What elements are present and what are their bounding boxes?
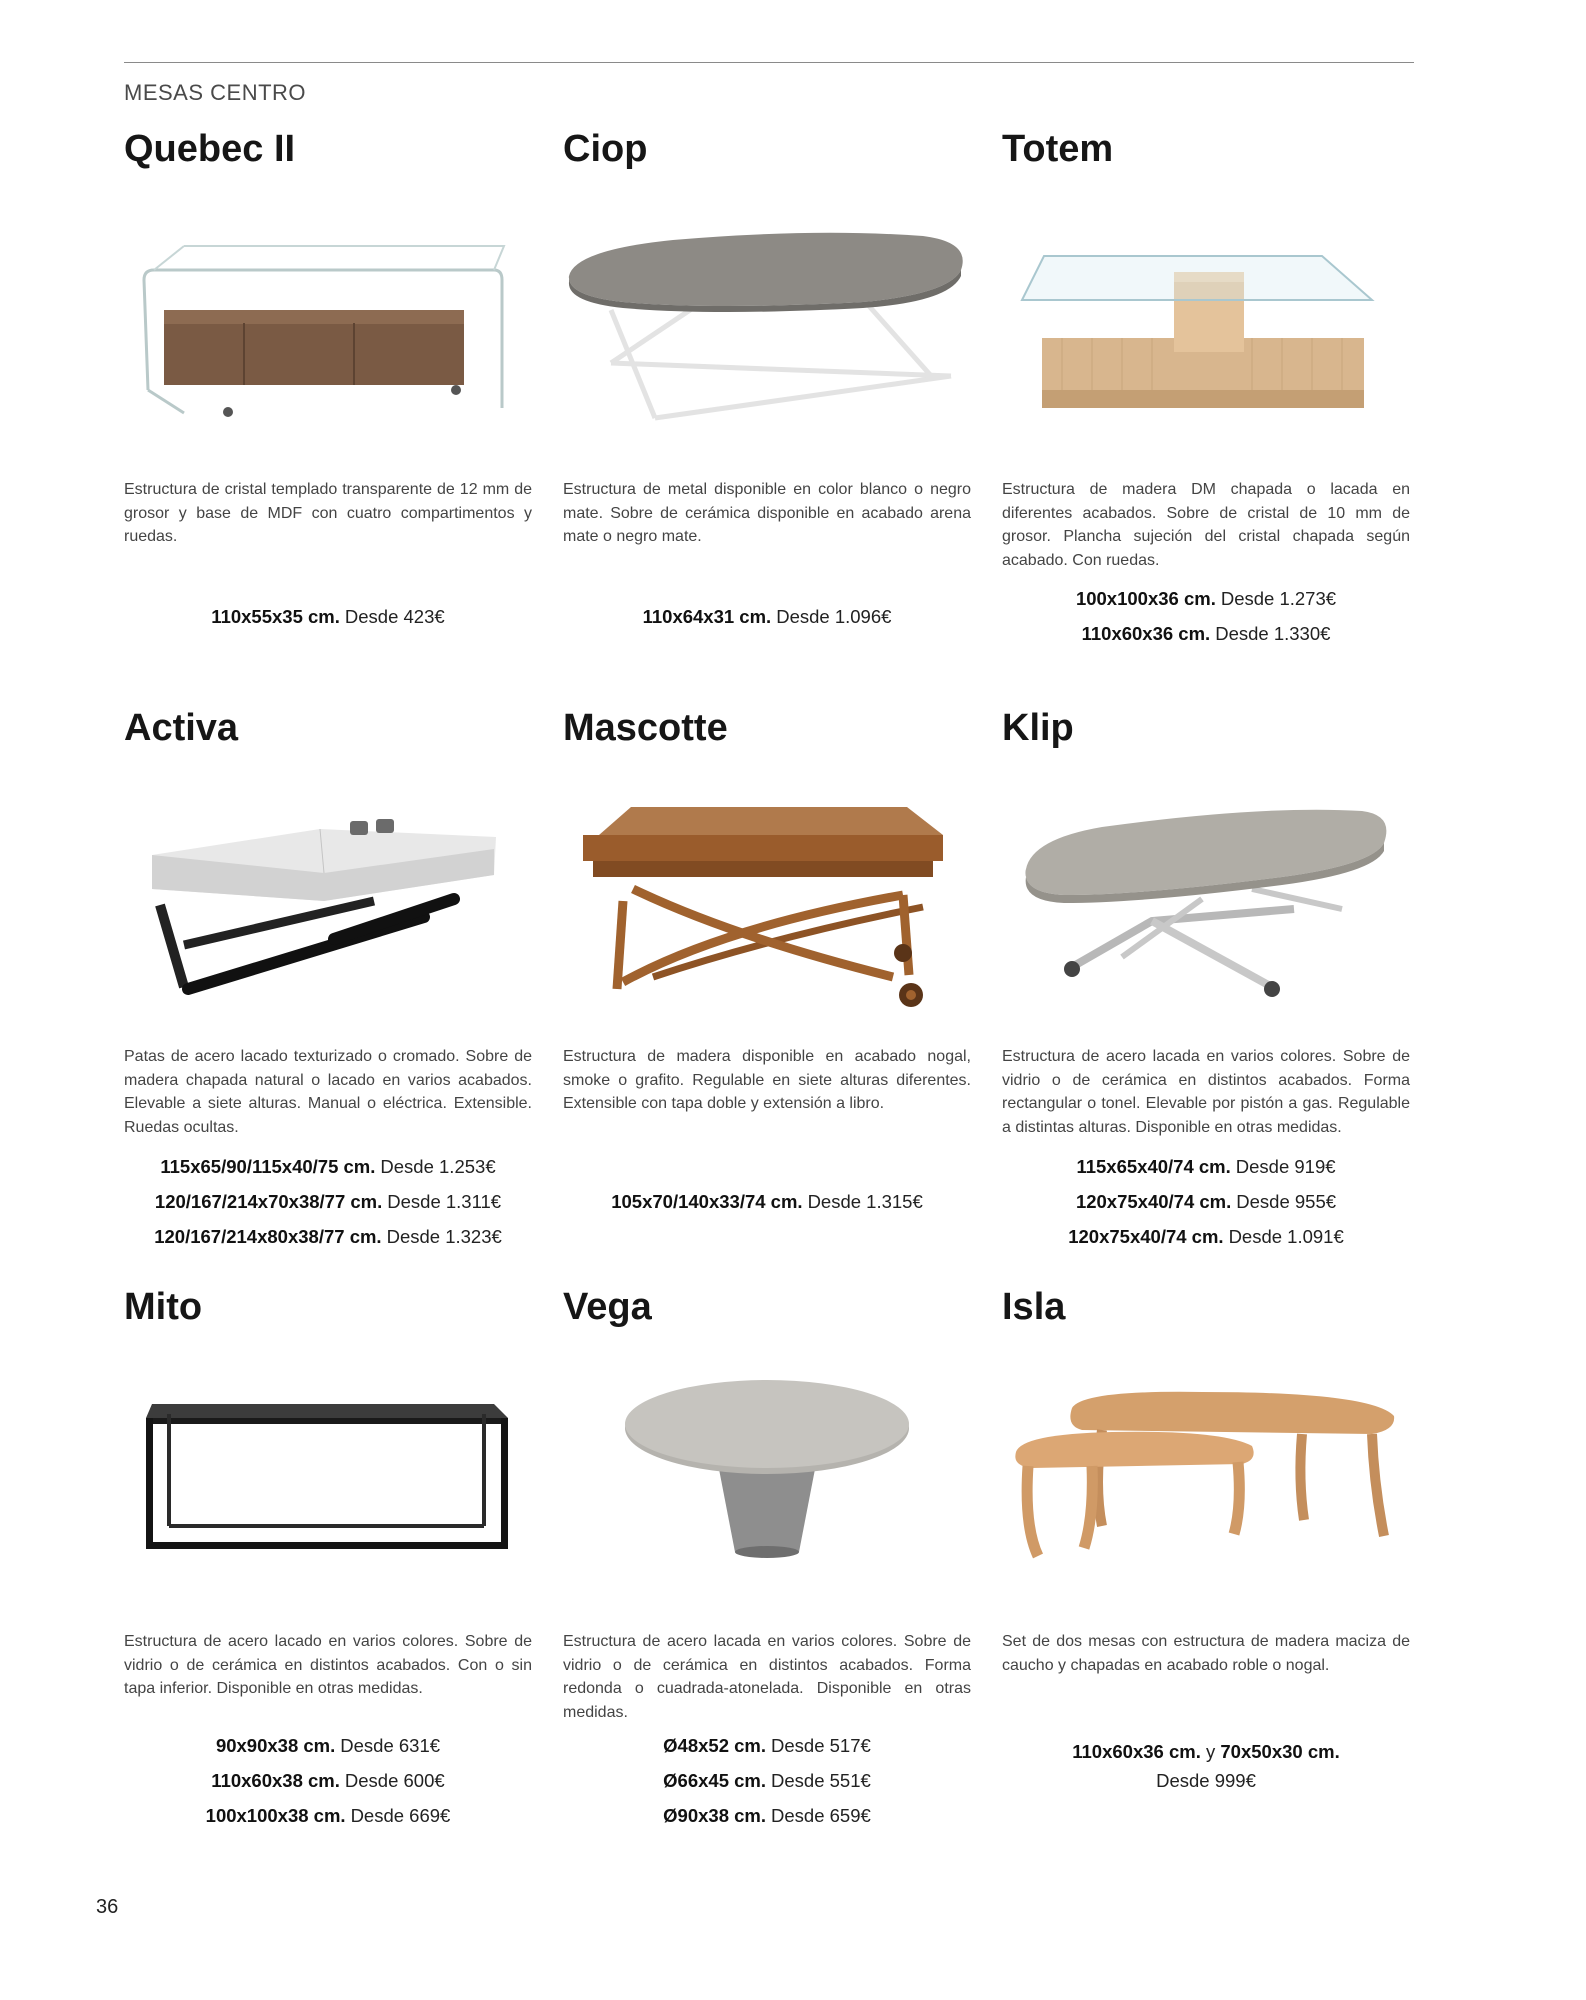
product-name: Mascotte	[563, 707, 728, 749]
price: Desde 1.273€	[1220, 588, 1337, 609]
size: 120/167/214x70x38/77 cm.	[154, 1191, 383, 1212]
price-list	[563, 1184, 971, 1219]
ceramic-lift-table-image	[1002, 777, 1410, 1017]
price: Desde 919€	[1235, 1156, 1336, 1177]
section-title: MESAS CENTRO	[124, 80, 307, 105]
price: Desde 1.323€	[386, 1226, 502, 1247]
size: 70x50x30 cm.	[1220, 1741, 1340, 1762]
product-name: Activa	[124, 707, 239, 749]
size: 110x60x36 cm.	[1081, 623, 1211, 644]
price: Desde 1.253€	[380, 1156, 496, 1177]
price-line	[1002, 1219, 1410, 1254]
price-line	[1002, 1184, 1410, 1219]
price: Desde 1.091€	[1228, 1226, 1344, 1247]
price-line	[563, 1798, 971, 1833]
price-line	[1002, 616, 1410, 651]
lift-top-white-table-image	[124, 777, 532, 1017]
product-description: Set de dos mesas con estructura de madera maciza de caucho y chapadas en acabado roble o nogal.	[1002, 1633, 1410, 1674]
product-name: Mito	[124, 1286, 203, 1328]
size: Ø48x52 cm.	[663, 1735, 767, 1756]
product-name: Ciop	[563, 128, 648, 170]
size: 115x65x40/74 cm.	[1076, 1156, 1231, 1177]
ceramic-oval-table-image	[563, 198, 971, 438]
product-name: Klip	[1002, 707, 1074, 749]
price-list	[124, 1728, 532, 1833]
size: 90x90x38 cm.	[215, 1735, 336, 1756]
size: 120/167/214x80x38/77 cm.	[154, 1226, 382, 1247]
glass-top-wood-base-table-image	[1002, 198, 1410, 438]
price-line	[563, 1763, 971, 1798]
black-steel-frame-table-image	[124, 1356, 532, 1596]
product-description: Estructura de metal disponible en color blanco o negro mate. Sobre de cerámica disponible en acabado arena mate o negro mate.	[563, 481, 971, 545]
product-name: Isla	[1002, 1286, 1066, 1328]
price: Desde 659€	[771, 1805, 871, 1826]
price-list	[563, 599, 971, 634]
price-line	[124, 1184, 532, 1219]
price: Desde 551€	[771, 1770, 871, 1791]
price-list	[1002, 1737, 1410, 1795]
round-pedestal-table-image	[563, 1356, 971, 1596]
glass-table-with-wooden-base-image	[124, 198, 532, 438]
size: Ø90x38 cm.	[663, 1805, 767, 1826]
joiner: y	[1206, 1741, 1216, 1762]
size: 110x60x38 cm.	[211, 1770, 340, 1791]
price-line	[1002, 1149, 1410, 1184]
price-list	[1002, 581, 1410, 651]
product-description: Estructura de acero lacada en varios colores. Sobre de vidrio o de cerámica en distintos acabados. Forma redonda o cuadrada-atonelada. Disponible en otras medidas.	[563, 1633, 971, 1721]
page-number: 36	[96, 1896, 119, 1918]
price-line	[563, 1184, 971, 1219]
price-line	[124, 1798, 532, 1833]
product-name: Quebec II	[124, 128, 296, 170]
price-list	[1002, 1149, 1410, 1254]
product-description: Estructura de acero lacada en varios colores. Sobre de vidrio o de cerámica en distintos acabados. Forma rectangular o tonel. Elevable por pistón a gas. Regulable a distintas alturas. Disponible en otras medidas.	[1002, 1048, 1410, 1136]
price-line	[563, 599, 971, 634]
nesting-wood-tables-image	[1002, 1356, 1410, 1596]
product-description: Estructura de madera disponible en acabado nogal, smoke o grafito. Regulable en siete alturas diferentes. Extensible con tapa doble y extensión a libro.	[563, 1048, 971, 1112]
size: 105x70/140x33/74 cm.	[611, 1191, 803, 1212]
price: Desde 631€	[340, 1735, 441, 1756]
price: Desde 669€	[350, 1805, 451, 1826]
top-rule	[124, 62, 1414, 63]
price: Desde 517€	[771, 1735, 871, 1756]
product-name: Totem	[1002, 128, 1114, 170]
price-line	[124, 1763, 532, 1798]
product-description: Estructura de madera DM chapada o lacada en diferentes acabados. Sobre de cristal de 10 mm de grosor. Plancha sujeción del cristal chapada según acabado. Con ruedas.	[1002, 481, 1410, 569]
price: Desde 600€	[344, 1770, 445, 1791]
price-line	[124, 1728, 532, 1763]
product-description: Estructura de cristal templado transparente de 12 mm de grosor y base de MDF con cuatro compartimentos y ruedas.	[124, 481, 532, 545]
price-line	[1002, 581, 1410, 616]
size: 120x75x40/74 cm.	[1068, 1226, 1224, 1247]
size: 120x75x40/74 cm.	[1075, 1191, 1232, 1212]
price: Desde 1.330€	[1215, 623, 1331, 644]
size: 115x65/90/115x40/75 cm.	[160, 1156, 376, 1177]
size: 110x64x31 cm.	[642, 606, 772, 627]
price-line	[124, 1219, 532, 1254]
product-name: Vega	[563, 1286, 652, 1328]
product-description: Estructura de acero lacado en varios colores. Sobre de vidrio o de cerámica en distintos acabados. Con o sin tapa inferior. Disponible en otras medidas.	[124, 1633, 532, 1697]
size: 110x55x35 cm.	[211, 606, 340, 627]
price: Desde 999€	[1156, 1770, 1256, 1791]
price: Desde 1.315€	[807, 1191, 923, 1212]
price: Desde 423€	[344, 606, 445, 627]
price: Desde 1.311€	[387, 1191, 502, 1212]
size: Ø66x45 cm.	[663, 1770, 767, 1791]
size: 110x60x36 cm.	[1072, 1741, 1201, 1762]
price-list	[563, 1728, 971, 1833]
price-line	[1002, 1737, 1410, 1766]
product-description: Patas de acero lacado texturizado o cromado. Sobre de madera chapada natural o lacado en varios acabados. Elevable a siete alturas. Manual o eléctrica. Extensible. Ruedas ocultas.	[124, 1048, 532, 1136]
price: Desde 955€	[1236, 1191, 1337, 1212]
size: 100x100x38 cm.	[205, 1805, 346, 1826]
price: Desde 1.096€	[776, 606, 892, 627]
walnut-lift-table-image	[563, 777, 971, 1017]
price-list	[124, 599, 532, 634]
size: 100x100x36 cm.	[1075, 588, 1216, 609]
price-line	[124, 599, 532, 634]
price-list	[124, 1149, 532, 1254]
price-line	[124, 1149, 532, 1184]
price-line	[563, 1728, 971, 1763]
